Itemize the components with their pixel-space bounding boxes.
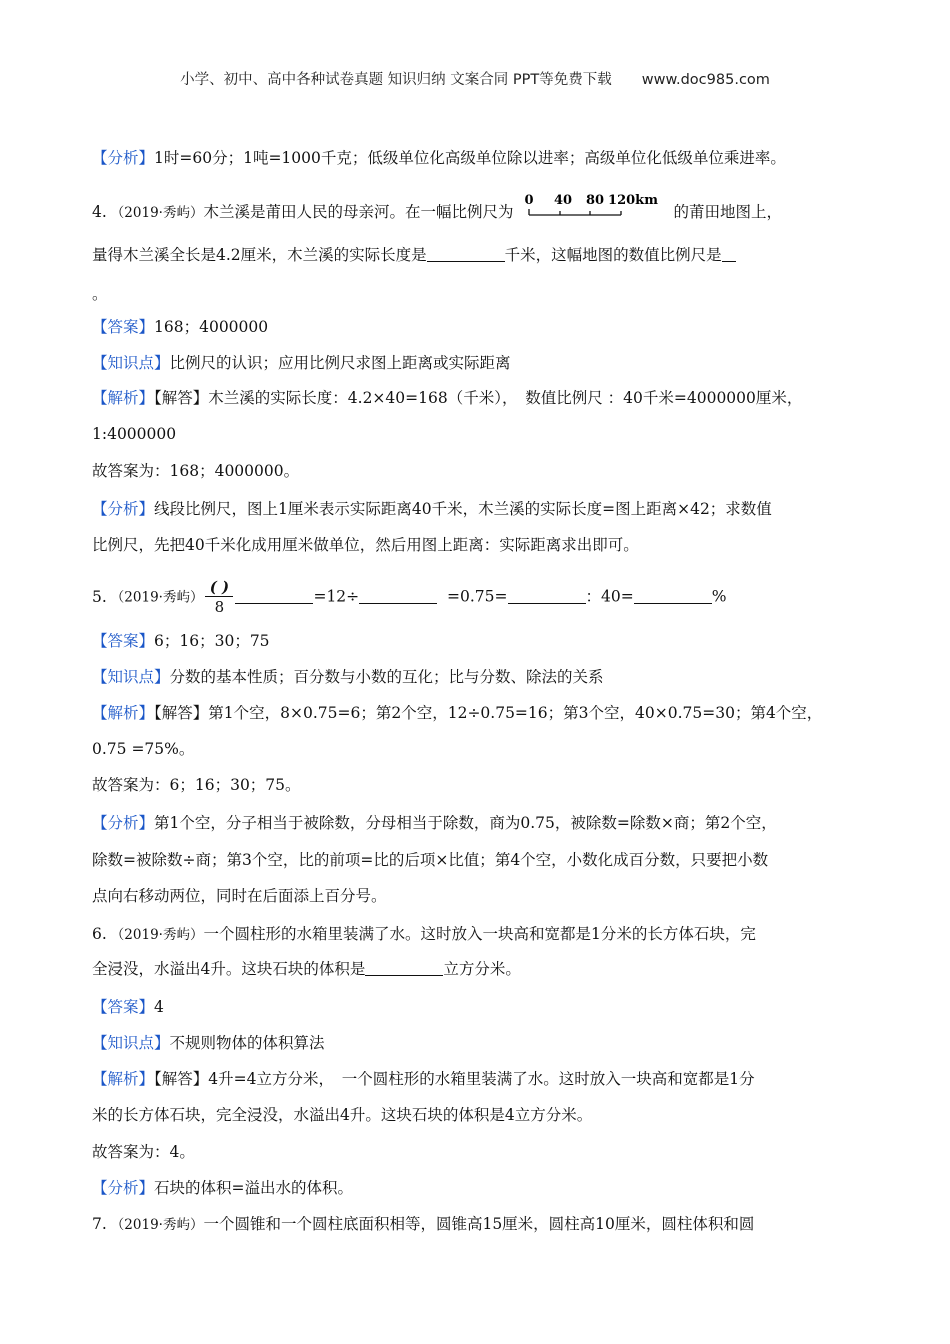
q4-stem-line2: 量得木兰溪全长是4.2厘米，木兰溪的实际长度是 千米，这幅地图的数值比例尺是 bbox=[92, 243, 890, 267]
scale-tick-label: 80 bbox=[586, 193, 605, 208]
q5-explanation-line1: 【解析】【解答】第1个空，8×0.75=6；第2个空，12÷0.75=16；第3个空，40×0.75=30；第4个空， bbox=[92, 704, 823, 722]
answer-blank[interactable] bbox=[508, 587, 586, 604]
q4-knowledge: 【知识点】比例尺的认识；应用比例尺求图上距离或实际距离 bbox=[92, 354, 511, 372]
q6-analysis: 【分析】石块的体积=溢出水的体积。 bbox=[92, 1179, 354, 1197]
q5-answer: 【答案】6；16；30；75 bbox=[92, 632, 270, 650]
q5-analysis-line2: 除数=被除数÷商；第3个空，比的前项=比的后项×比值；第4个空，小数化成百分数，只要把小数 bbox=[92, 851, 769, 869]
q5-explanation-line2: 0.75 =75%。 bbox=[92, 740, 195, 758]
answer-blank[interactable] bbox=[359, 587, 437, 604]
q4-stem-line3: 。 bbox=[92, 285, 108, 303]
q4-explanation-line1: 【解析】【解答】木兰溪的实际长度：4.2×40=168（千米）， 数值比例尺 ：40千米=4000000厘米， bbox=[92, 389, 803, 407]
q5-analysis-line3: 点向右移动两位，同时在后面添上百分号。 bbox=[92, 887, 387, 905]
q6-explanation-line1: 【解析】【解答】4升=4立方分米， 一个圆柱形的水箱里装满了水。这时放入一块高和宽都是1分 bbox=[92, 1070, 755, 1088]
q6-knowledge: 【知识点】不规则物体的体积算法 bbox=[92, 1034, 325, 1052]
q5-analysis-line1: 【分析】第1个空，分子相当于被除数，分母相当于除数，商为0.75，被除数=除数×商；第2个空， bbox=[92, 814, 777, 832]
scale-tick-label: 120km bbox=[608, 193, 659, 208]
q4-analysis-line2: 比例尺，先把40千米化成用厘米做单位，然后用图上距离：实际距离求出即可。 bbox=[92, 536, 639, 554]
q5-stem: 5. （2019·秀屿） $\frac{( )}{8}$ =12÷ =0.75= ：40= % bbox=[92, 578, 727, 616]
page-header bbox=[0, 68, 950, 89]
q4-explanation-line2: 1:4000000 bbox=[92, 425, 177, 443]
answer-blank[interactable] bbox=[722, 245, 736, 262]
answer-blank[interactable] bbox=[427, 245, 505, 262]
q4-stem-line1: 4. （2019·秀屿）木兰溪是莆田人民的母亲河。在一幅比例尺为 0 40 80 120km 的莆田地图上， bbox=[92, 193, 782, 221]
header-site[interactable]: www.doc985.com bbox=[641, 72, 770, 88]
q6-stem-line1: 6. （2019·秀屿）一个圆柱形的水箱里装满了水。这时放入一块高和宽都是1分米的长方体石块，完 bbox=[92, 925, 756, 943]
q4-analysis-line1: 【分析】线段比例尺，图上1厘米表示实际距离40千米，木兰溪的实际长度=图上距离×42；求数值 bbox=[92, 500, 772, 518]
q5-conclusion: 故答案为：6；16；30；75。 bbox=[92, 776, 301, 794]
q6-stem-line2: 全浸没，水溢出4升。这块石块的体积是 立方分米。 bbox=[92, 960, 521, 978]
q3-analysis: 【分析】1时=60分；1吨=1000千克；低级单位化高级单位除以进率；高级单位化低级单位乘进率。 bbox=[92, 149, 786, 167]
q4-answer: 【答案】168；4000000 bbox=[92, 318, 269, 336]
answer-blank[interactable] bbox=[634, 587, 712, 604]
fraction: $\frac{( )}{8}$ bbox=[205, 579, 233, 616]
q6-conclusion: 故答案为：4。 bbox=[92, 1143, 195, 1161]
q4-conclusion: 故答案为：168；4000000。 bbox=[92, 462, 300, 480]
line-scale-diagram bbox=[524, 193, 659, 223]
analysis-label: 【分析】 bbox=[92, 149, 155, 167]
scale-tick-label: 0 bbox=[524, 193, 534, 208]
q6-explanation-line2: 米的长方体石块，完全浸没，水溢出4升。这块石块的体积是4立方分米。 bbox=[92, 1106, 593, 1124]
answer-blank[interactable] bbox=[365, 959, 443, 976]
answer-blank[interactable] bbox=[235, 587, 313, 604]
q6-answer: 【答案】4 bbox=[92, 998, 164, 1016]
q7-stem-line1: 7. （2019·秀屿）一个圆锥和一个圆柱底面积相等，圆锥高15厘米，圆柱高10厘米，圆柱体积和圆 bbox=[92, 1215, 755, 1233]
scale-tick-label: 40 bbox=[554, 193, 573, 208]
q5-knowledge: 【知识点】分数的基本性质；百分数与小数的互化；比与分数、除法的关系 bbox=[92, 668, 604, 686]
header-text: 小学、初中、高中各种试卷真题 知识归纳 文案合同 PPT等免费下载 bbox=[180, 72, 612, 88]
